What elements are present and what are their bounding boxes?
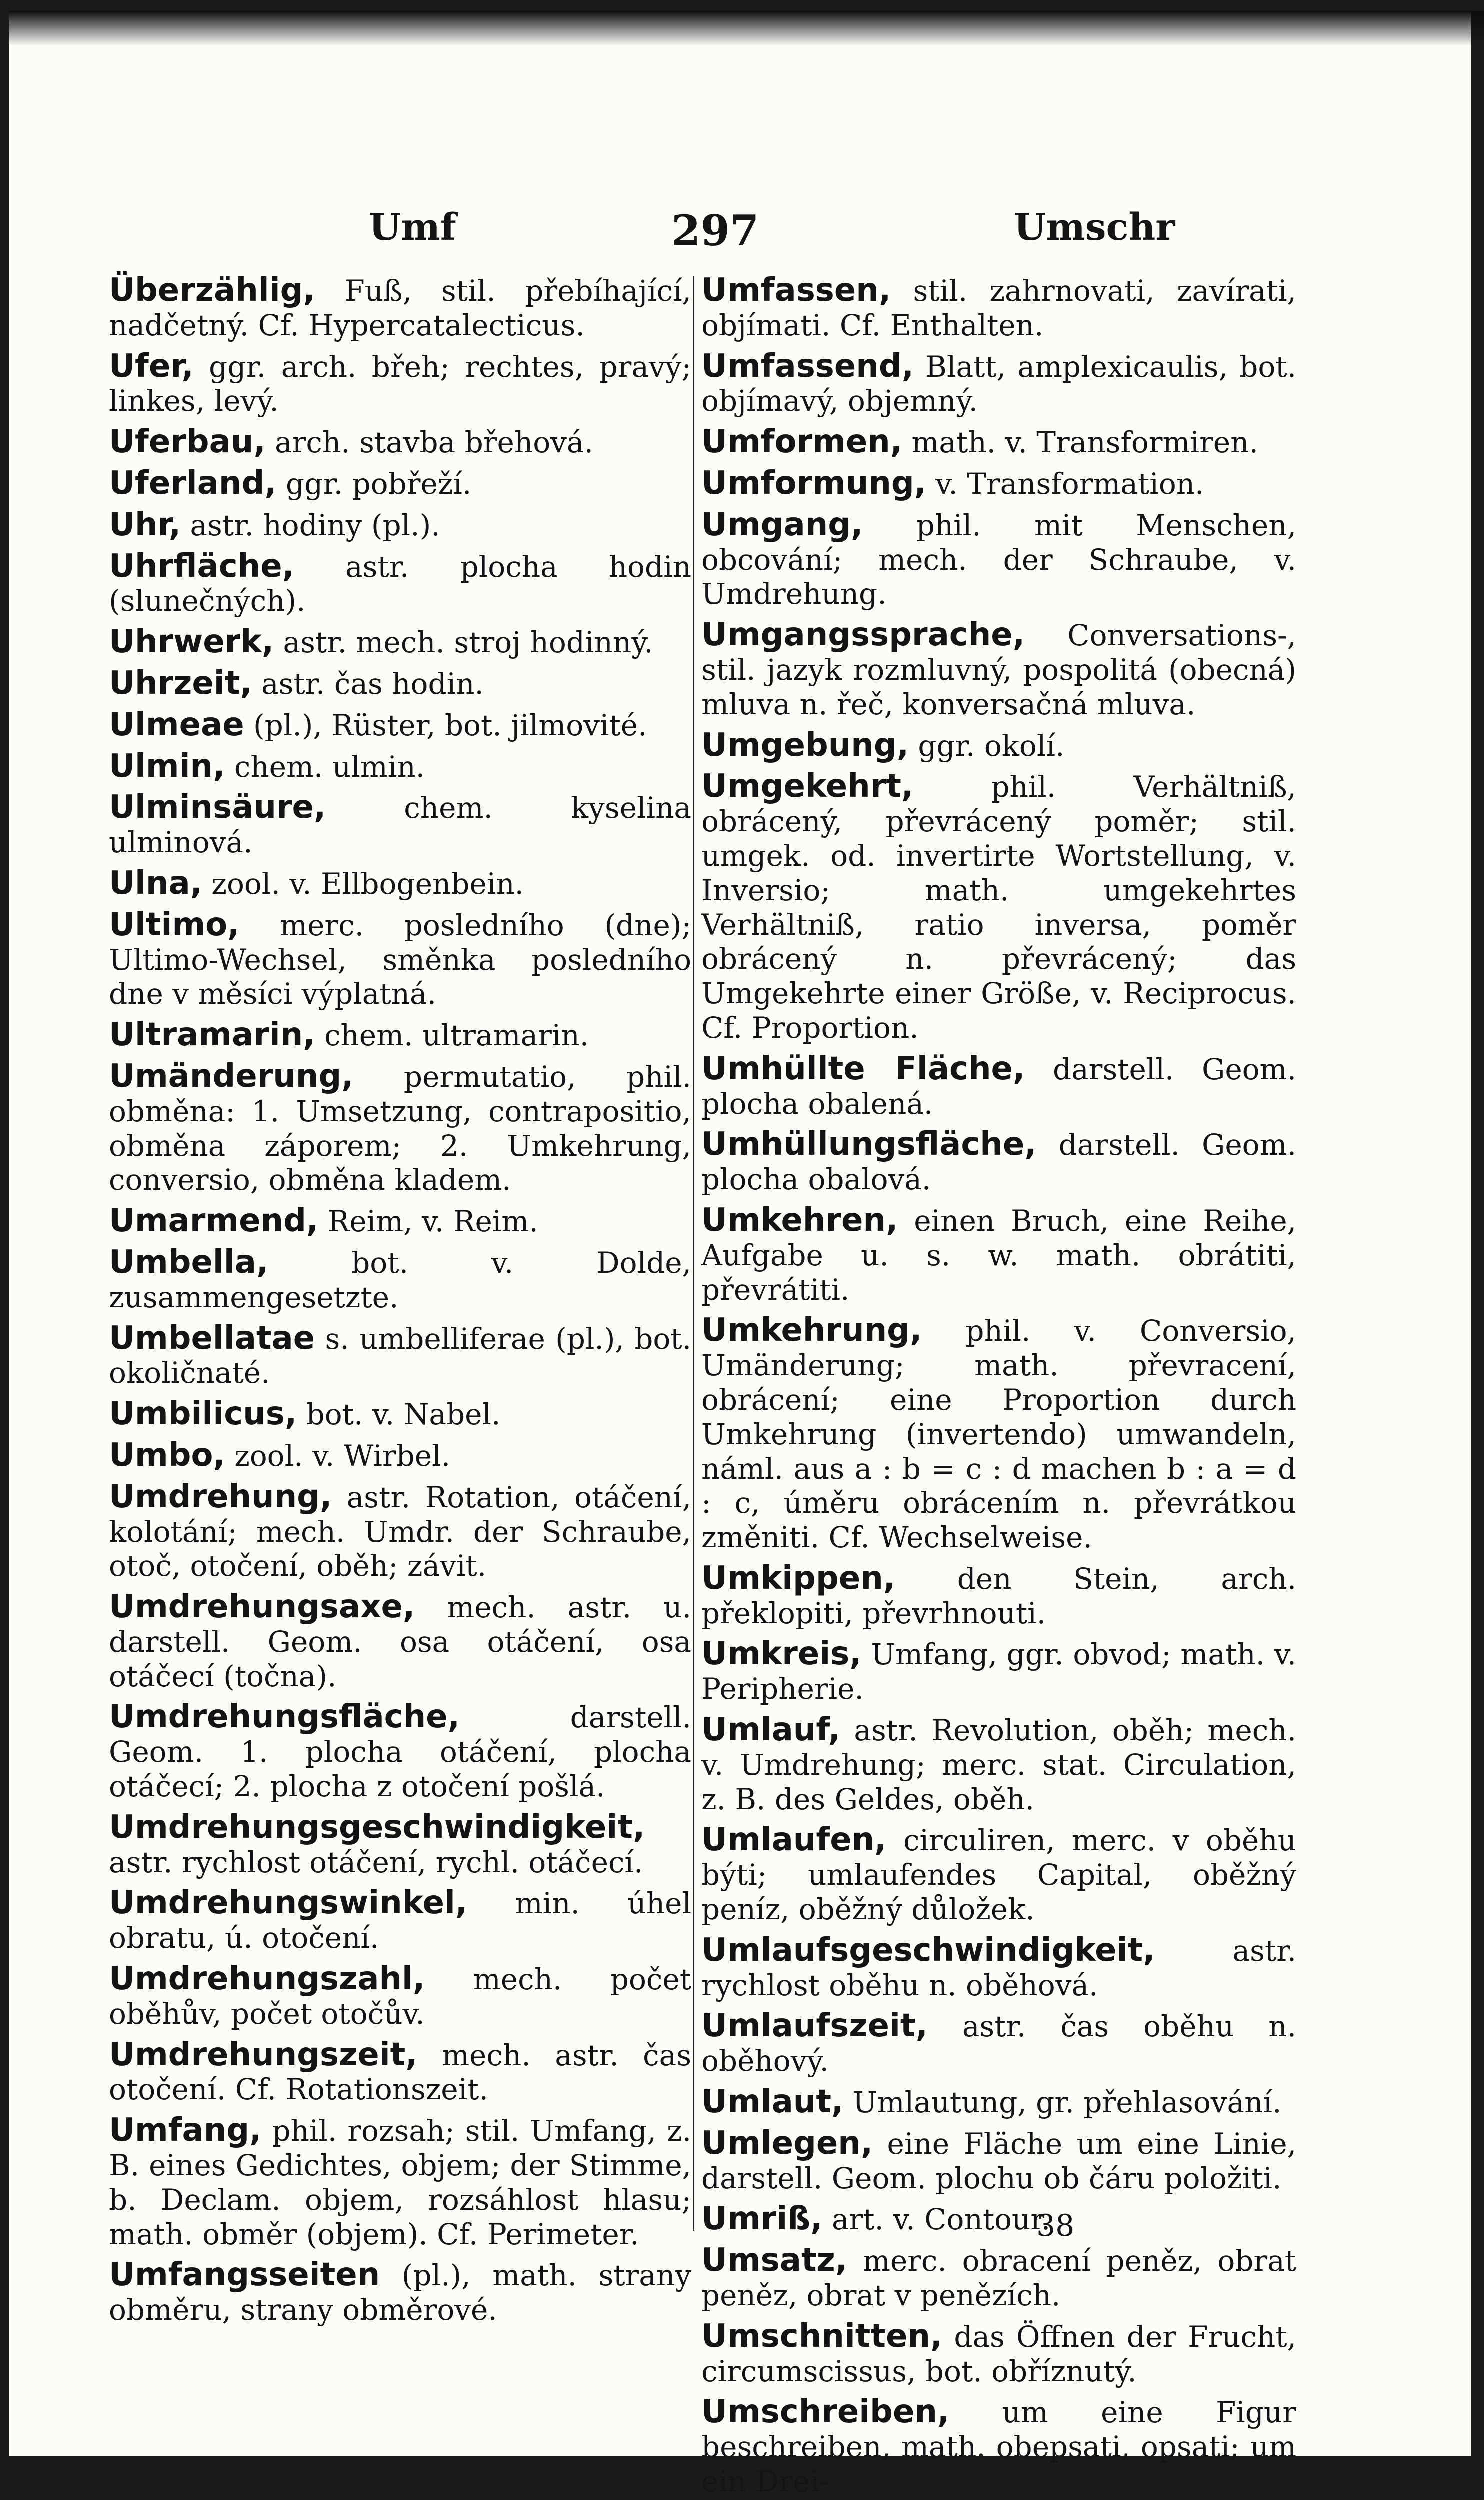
dictionary-entry <box>109 274 691 343</box>
dictionary-entry <box>701 350 1296 419</box>
dictionary-entry <box>701 1314 1296 1555</box>
entry-explanation: astr. rychlost otáčení, rychl. otáčecí. <box>109 1845 643 1880</box>
headword: Umdrehungszeit, <box>109 2036 418 2074</box>
entry-explanation: Umfang, ggr. obvod; math. v. Peripherie. <box>701 1638 1296 1706</box>
entry-explanation: astr. čas hodin. <box>261 666 484 701</box>
dictionary-entry <box>109 1204 691 1239</box>
headword: Umlaufen, <box>701 1822 887 1859</box>
headword: Ulmeae <box>109 706 244 744</box>
dictionary-entry <box>109 1018 691 1053</box>
dictionary-entry <box>701 2009 1296 2078</box>
dictionary-entry <box>109 625 691 660</box>
dictionary-entry <box>109 666 691 702</box>
entry-explanation: astr. rychlost oběhu n. oběhová. <box>701 1934 1296 2002</box>
entry-explanation: darstell. Geom. 1. plocha otáčení, plocha otáčecí; 2. plocha z otočení pošlá. <box>109 1700 691 1804</box>
dictionary-entry <box>701 508 1296 612</box>
entry-explanation: math. v. Transformiren. <box>911 426 1258 460</box>
running-head-left: Umf <box>369 206 456 249</box>
page-number: 297 <box>671 206 759 256</box>
dictionary-entry <box>109 1590 691 1694</box>
headword: Umdrehungsgeschwindigkeit, <box>109 1808 645 1846</box>
dictionary-entry <box>109 1438 691 1474</box>
headword: Umdrehungszahl, <box>109 1960 425 1998</box>
dictionary-entry <box>109 750 691 784</box>
headword: Umfassend, <box>701 348 914 385</box>
dictionary-entry <box>109 550 691 619</box>
entry-explanation: v. Transformation. <box>935 466 1204 501</box>
headword: Umdrehungsaxe, <box>109 1588 415 1626</box>
entry-explanation: einen Bruch, eine Reihe, Aufgabe u. s. w. math. obrátiti, převrátiti. <box>701 1204 1297 1307</box>
headword: Umschreiben, <box>701 2394 950 2431</box>
dictionary-entry <box>701 2126 1296 2196</box>
entry-explanation: stil. zahrnovati, zavírati, objímati. Cf. Enthalten. <box>701 274 1297 342</box>
dictionary-entry <box>701 728 1296 764</box>
dictionary-entry <box>109 1962 691 2032</box>
headword: Umdrehungsfläche, <box>109 1698 460 1736</box>
headword: Umkippen, <box>701 1560 896 1597</box>
dictionary-entry <box>109 908 691 1012</box>
entry-explanation: ggr. pobřeží. <box>286 466 472 501</box>
entry-explanation: das Öffnen der Frucht, circumscissus, bot. obříznutý. <box>701 2320 1296 2388</box>
entry-explanation: Umlautung, gr. přehlasování. <box>852 2086 1282 2120</box>
headword: Umlaufszeit, <box>701 2008 928 2045</box>
headword: Ufer, <box>109 348 194 385</box>
headword: Umkehrung, <box>701 1312 922 1350</box>
entry-explanation: chem. kyselina ulminová. <box>109 791 691 860</box>
entry-explanation: (pl.), Rüster, bot. jilmovité. <box>253 708 647 742</box>
headword: Uhrfläche, <box>109 548 294 585</box>
dictionary-entry <box>109 2258 691 2328</box>
dictionary-entry <box>701 425 1296 460</box>
dictionary-entry <box>109 1246 691 1315</box>
dictionary-entry <box>701 1052 1296 1122</box>
dictionary-entry <box>701 2202 1296 2237</box>
headword: Uhrzeit, <box>109 664 252 702</box>
entry-explanation: astr. mech. stroj hodinný. <box>283 626 653 660</box>
headword: Umgebung, <box>701 726 909 764</box>
headword: Uhrwerk, <box>109 624 274 661</box>
column-divider <box>693 276 694 2231</box>
dictionary-entry <box>701 1637 1296 1706</box>
dictionary-entry <box>701 1128 1296 1197</box>
entry-explanation: Conversations-, stil. jazyk rozmluvný, pospolitá (obecná) mluva n. řeč, konversačná mluva. <box>701 618 1296 722</box>
headword: Umfassen, <box>701 272 891 309</box>
entry-explanation: min. úhel obratu, ú. otočení. <box>109 1886 692 1956</box>
dictionary-entry <box>701 1562 1296 1631</box>
entry-explanation: Blatt, amplexicaulis, bot. objímavý, objemný. <box>701 350 1296 418</box>
entry-explanation: chem. ulmin. <box>234 750 425 784</box>
entry-explanation: darstell. Geom. plocha obalená. <box>701 1052 1296 1121</box>
headword: Umarmend, <box>109 1202 319 1240</box>
entry-explanation: Reim, v. Reim. <box>327 1204 538 1239</box>
headword: Ulminsäure, <box>109 789 326 826</box>
dictionary-entry <box>109 350 691 419</box>
headword: Umdrehung, <box>109 1478 332 1516</box>
headword: Umhüllte Fläche, <box>701 1050 1025 1088</box>
dictionary-entry <box>109 1700 691 1804</box>
headword: Umlegen, <box>701 2124 873 2162</box>
entry-explanation: astr. Rotation, otáčení, kolotání; mech. Umdr. der Schraube, otoč, otočení, oběh; závit. <box>109 1480 691 1584</box>
headword: Ulmin, <box>109 748 225 785</box>
dictionary-entry <box>701 1823 1296 1926</box>
entry-explanation: phil. v. Conversio, Umänderung; math. převracení, obrácení; eine Proportion durch Umkehrung (invertendo) umwandeln, náml. aus a : b = c : d machen b : a = d : c, úměru obrácením n. převrátkou změniti. Cf. Wechselweise. <box>701 1314 1296 1555</box>
headword: Umgang, <box>701 506 863 544</box>
entry-explanation: phil. rozsah; stil. Umfang, z. B. eines Gedichtes, objem; der Stimme, b. Declam. objem, rozsáhlost hlasu; math. obměr (objem). Cf. Perimeter. <box>109 2114 692 2252</box>
entry-explanation: zool. v. Wirbel. <box>234 1438 451 1473</box>
entry-explanation: mech. astr. u. darstell. Geom. osa otáčení, osa otáčecí (točna). <box>109 1590 691 1694</box>
dictionary-entry <box>701 1204 1296 1307</box>
entry-explanation: permutatio, phil. obměna: 1. Umsetzung, contrapositio, obměna záporem; 2. Umkehrung, conversio, obměna kladem. <box>109 1060 691 1198</box>
dictionary-entry <box>701 618 1296 722</box>
headword: Umbo, <box>109 1436 225 1474</box>
entry-explanation: mech. počet oběhův, počet otočův. <box>109 1962 691 2031</box>
dictionary-entry <box>109 425 691 460</box>
headword: Umlaufsgeschwindigkeit, <box>701 1932 1155 1969</box>
entry-explanation: Fuß, stil. přebíhající, nadčetný. Cf. Hypercatalecticus. <box>109 274 691 342</box>
entry-explanation: bot. v. Nabel. <box>306 1398 501 1432</box>
entry-explanation: bot. v. Dolde, zusammengesetzte. <box>109 1246 691 1314</box>
headword: Umriß, <box>701 2200 823 2238</box>
entry-explanation: astr. hodiny (pl.). <box>190 508 440 542</box>
headword: Uferland, <box>109 464 277 502</box>
headword: Umbella, <box>109 1244 269 1281</box>
entry-explanation: ggr. arch. břeh; rechtes, pravý; linkes, levý. <box>109 350 692 418</box>
headword: Ultimo, <box>109 906 240 944</box>
headword: Umbellatae <box>109 1320 315 1357</box>
entry-explanation: arch. stavba břehová. <box>275 426 593 460</box>
headword: Umformung, <box>701 464 926 502</box>
dictionary-entry <box>109 1060 691 1198</box>
entry-explanation: chem. ultramarin. <box>324 1018 589 1053</box>
dictionary-entry <box>109 2038 691 2108</box>
headword: Überzählig, <box>109 272 315 309</box>
headword: Umgekehrt, <box>701 768 914 806</box>
dictionary-entry <box>701 770 1296 1045</box>
dictionary-entry <box>701 2320 1296 2389</box>
running-head-right: Umschr <box>1014 206 1175 249</box>
headword: Umsatz, <box>701 2242 848 2280</box>
left-column <box>109 274 691 2334</box>
dictionary-entry <box>701 274 1296 343</box>
entry-explanation: (pl.), math. strany obměru, strany obměrové. <box>109 2258 691 2328</box>
entry-explanation: phil. Verhältniß, obrácený, převrácený poměr; stil. umgek. od. invertirte Wortstellung, v. Inversio; math. umgekehrtes Verhältniß, ratio inversa, poměr obrácený n. převrácený; das Umgekehrte einer Größe, v. Reciprocus. Cf. Proportion. <box>701 770 1296 1045</box>
dictionary-entry <box>109 1480 691 1584</box>
headword: Umdrehungswinkel, <box>109 1884 468 1922</box>
dictionary-entry <box>109 1397 691 1432</box>
headword: Ulna, <box>109 864 202 902</box>
headword: Umfang, <box>109 2112 262 2150</box>
entry-explanation: um eine Figur beschreiben, math. obepsati, opsati; um ein Drei- <box>701 2396 1296 2499</box>
dictionary-entry <box>701 2244 1296 2313</box>
headword: Umbilicus, <box>109 1396 297 1433</box>
signature-mark: 38 <box>1036 2208 1075 2244</box>
entry-explanation: phil. mit Menschen, obcování; mech. der Schraube, v. Umdrehung. <box>701 508 1297 612</box>
dictionary-entry <box>109 1886 691 1956</box>
dictionary-entry <box>109 1322 691 1391</box>
headword: Umlauf, <box>701 1712 840 1749</box>
entry-explanation: zool. v. Ellbogenbein. <box>211 866 524 901</box>
dictionary-entry <box>701 1934 1296 2003</box>
entry-explanation: merc. posledního (dne); Ultimo-Wechsel, směnka posledního dne v měsíci výplatná. <box>109 908 692 1012</box>
entry-explanation: astr. plocha hodin (slunečných). <box>109 550 692 618</box>
dictionary-page <box>9 11 1471 2499</box>
dictionary-entry <box>109 790 691 860</box>
entry-explanation: ggr. okolí. <box>918 728 1065 763</box>
dictionary-entry <box>109 1810 691 1880</box>
scan-edge-shadow <box>9 11 1484 46</box>
right-column <box>701 274 1296 2500</box>
dictionary-entry <box>701 2085 1296 2120</box>
entry-explanation: astr. Revolution, oběh; mech. v. Umdrehung; merc. stat. Circulation, z. B. des Geldes, oběh. <box>701 1714 1297 1816</box>
headword: Umschnitten, <box>701 2318 943 2355</box>
entry-explanation: merc. obracení peněz, obrat peněz, obrat v penězích. <box>701 2244 1297 2313</box>
headword: Umänderung, <box>109 1058 354 1095</box>
headword: Umformen, <box>701 424 902 461</box>
entry-explanation: darstell. Geom. plocha obalová. <box>701 1128 1296 1197</box>
headword: Umfangsseiten <box>109 2256 380 2294</box>
entry-explanation: den Stein, arch. překlopiti, převrhnouti. <box>701 1562 1297 1630</box>
dictionary-entry <box>701 466 1296 502</box>
dictionary-entry <box>109 466 691 502</box>
entry-explanation: mech. astr. čas otočení. Cf. Rotationszeit. <box>109 2038 691 2107</box>
headword: Umgangssprache, <box>701 616 1025 654</box>
dictionary-entry <box>109 508 691 543</box>
headword: Umkreis, <box>701 1636 862 1673</box>
dictionary-entry <box>701 2395 1296 2498</box>
entry-explanation: eine Fläche um eine Linie, darstell. Geom. plochu ob čáru položiti. <box>701 2126 1296 2196</box>
dictionary-entry <box>109 866 691 902</box>
entry-explanation: s. umbelliferae (pl.), bot. okoličnaté. <box>109 1322 692 1390</box>
headword: Umhüllungsfläche, <box>701 1126 1037 1164</box>
headword: Ultramarin, <box>109 1016 315 1054</box>
entry-explanation: astr. čas oběhu n. oběhový. <box>701 2010 1297 2078</box>
dictionary-entry <box>109 2114 691 2252</box>
headword: Umkehren, <box>701 1202 898 1239</box>
entry-explanation: circuliren, merc. v oběhu býti; umlaufendes Capital, oběžný peníz, oběžný důložek. <box>701 1824 1296 1927</box>
entry-explanation: art. v. Contour. <box>831 2202 1051 2237</box>
headword: Umlaut, <box>701 2084 844 2121</box>
dictionary-entry <box>701 1713 1296 1816</box>
headword: Uhr, <box>109 506 181 544</box>
headword: Uferbau, <box>109 424 266 461</box>
dictionary-entry <box>109 708 691 743</box>
